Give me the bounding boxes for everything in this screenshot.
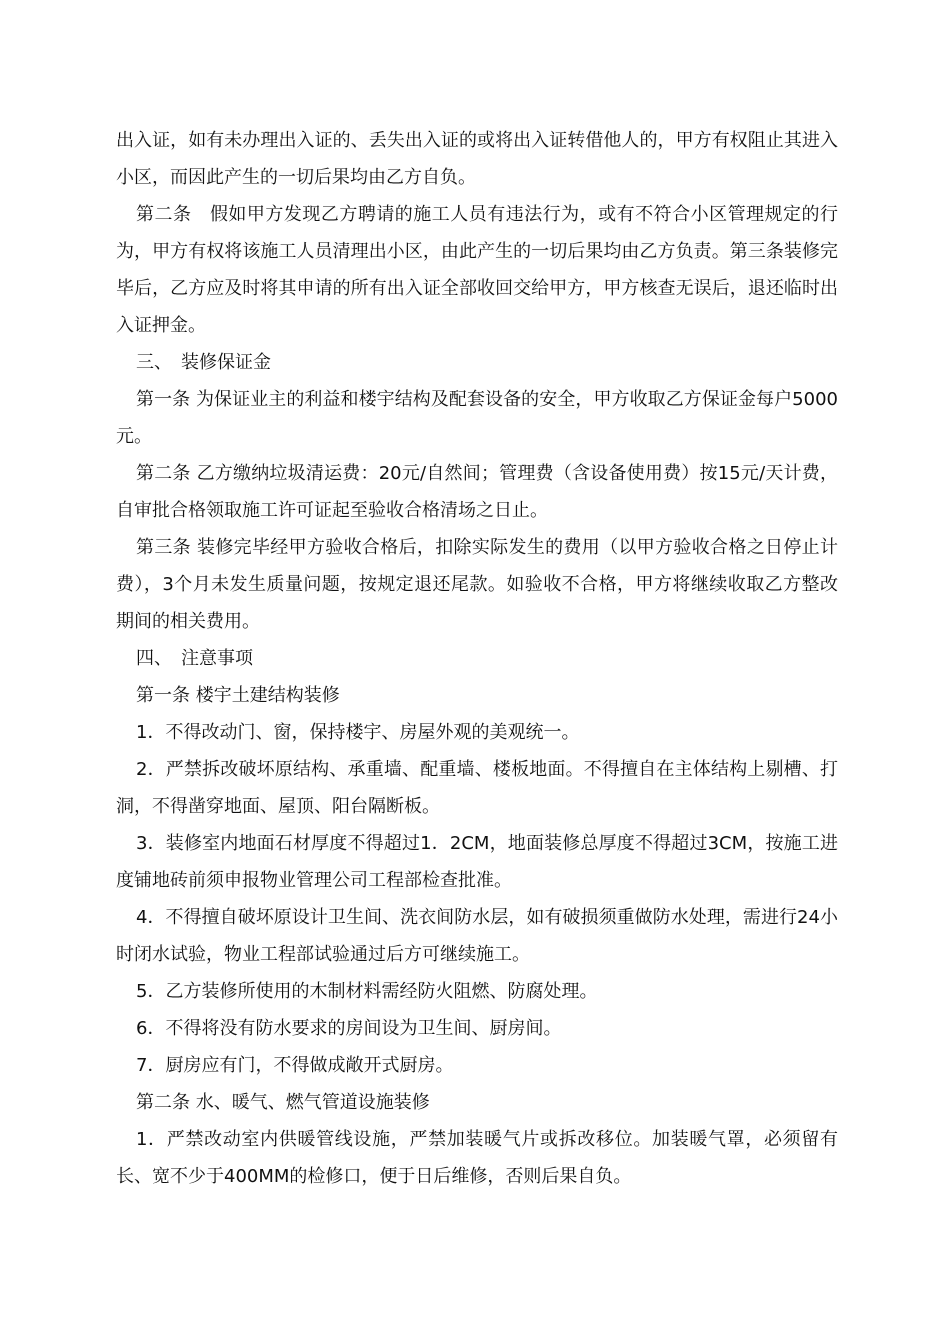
paragraph-deposit-article-1: 第一条 为保证业主的利益和楼宇结构及配套设备的安全，甲方收取乙方保证金每户5000元。	[116, 389, 838, 447]
list-item-2: 2．严禁拆改破坏原结构、承重墙、配重墙、楼板地面。不得擅自在主体结构上剔槽、打洞，不得凿穿地面、屋顶、阳台隔断板。	[116, 759, 838, 817]
list-item-3: 3．装修室内地面石材厚度不得超过1．2CM，地面装修总厚度不得超过3CM，按施工进度铺地砖前须申报物业管理公司工程部检查批准。	[116, 833, 838, 891]
document-body	[116, 122, 838, 1195]
list-item-7: 7．厨房应有门，不得做成敞开式厨房。	[136, 1055, 454, 1076]
paragraph-deposit-article-2: 第二条 乙方缴纳垃圾清运费：20元/自然间；管理费（含设备使用费）按15元/天计费，自审批合格领取施工许可证起至验收合格清场之日止。	[116, 463, 838, 521]
subheading-structure: 第一条 楼宇土建结构装修	[136, 685, 340, 706]
paragraph-article-2: 第二条 假如甲方发现乙方聘请的施工人员有违法行为，或有不符合小区管理规定的行为，甲方有权将该施工人员清理出小区，由此产生的一切后果均由乙方负责。第三条装修完毕后，乙方应及时将其申请的所有出入证全部收回交给甲方，甲方核查无误后，退还临时出入证押金。	[116, 204, 838, 336]
list-item-1: 1．不得改动门、窗，保持楼宇、房屋外观的美观统一。	[136, 722, 580, 743]
section-heading-deposit: 三、 装修保证金	[136, 352, 271, 373]
list-item-4: 4．不得擅自破坏原设计卫生间、洗衣间防水层，如有破损须重做防水处理，需进行24小时闭水试验，物业工程部试验通过后方可继续施工。	[116, 907, 838, 965]
list-item-5: 5．乙方装修所使用的木制材料需经防火阻燃、防腐处理。	[136, 981, 598, 1002]
list-item-6: 6．不得将没有防水要求的房间设为卫生间、厨房间。	[136, 1018, 562, 1039]
paragraph-continuation: 出入证，如有未办理出入证的、丢失出入证的或将出入证转借他人的，甲方有权阻止其进入小区，而因此产生的一切后果均由乙方自负。	[116, 130, 838, 188]
list-item-pipes-1: 1．严禁改动室内供暖管线设施，严禁加装暖气片或拆改移位。加装暖气罩，必须留有长、宽不少于400MM的检修口，便于日后维修，否则后果自负。	[116, 1129, 838, 1187]
section-heading-notes: 四、 注意事项	[136, 648, 253, 669]
subheading-pipes: 第二条 水、暖气、燃气管道设施装修	[136, 1092, 430, 1113]
paragraph-deposit-article-3: 第三条 装修完毕经甲方验收合格后，扣除实际发生的费用（以甲方验收合格之日停止计费），3个月未发生质量问题，按规定退还尾款。如验收不合格，甲方将继续收取乙方整改期间的相关费用。	[116, 537, 838, 632]
